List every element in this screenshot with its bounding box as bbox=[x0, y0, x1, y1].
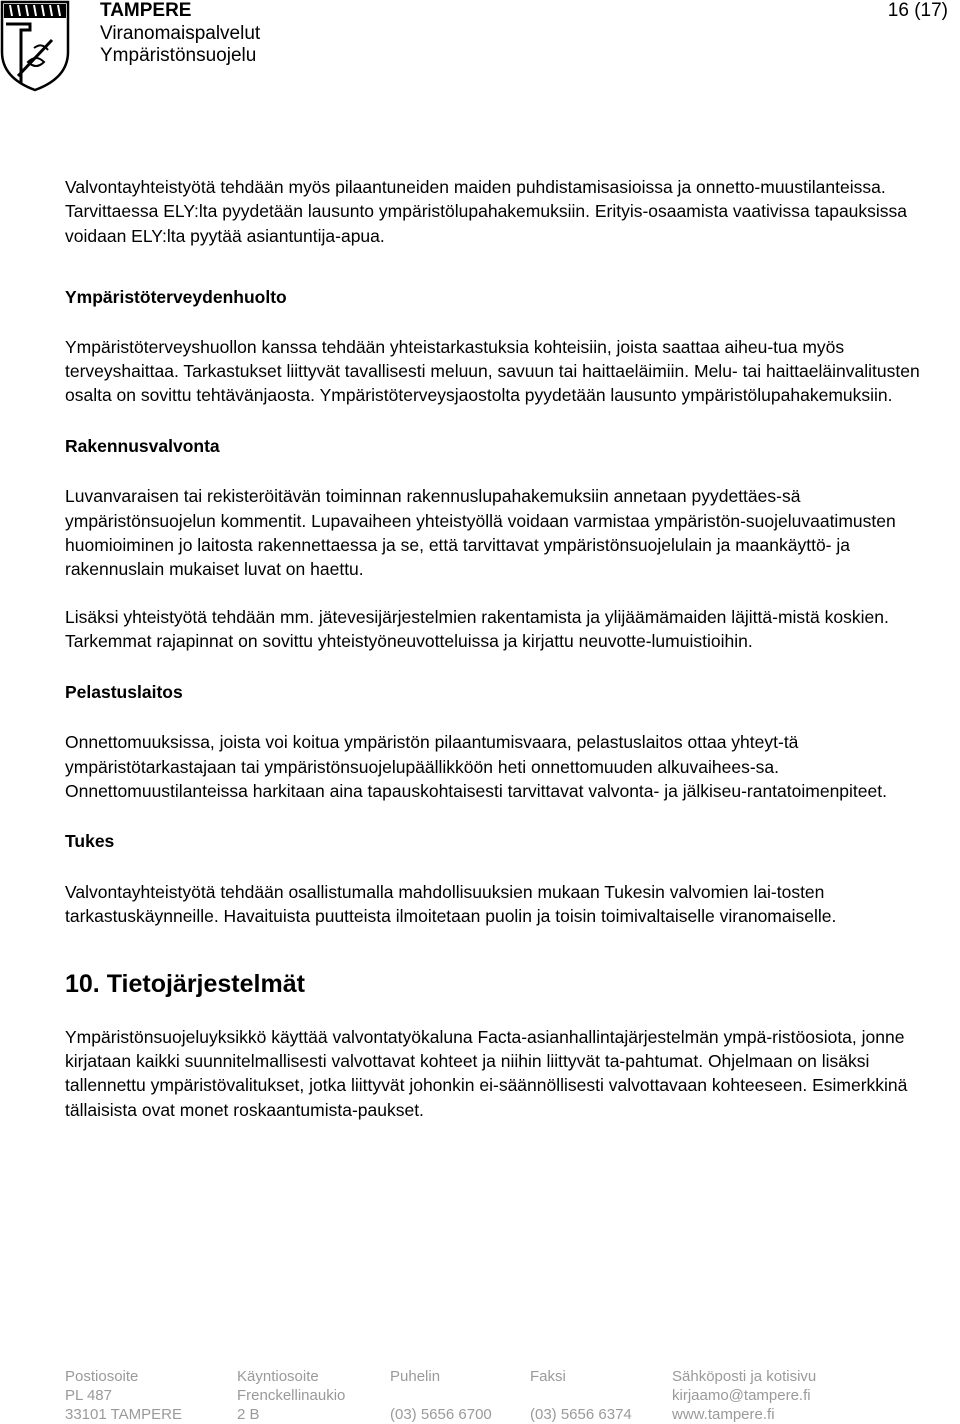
intro-paragraph: Valvontayhteistyötä tehdään myös pilaantuneiden maiden puhdistamisasioissa ja onnetto-muustilanteissa. Tarvittaessa ELY:lta pyydetään lausunto ympäristölupahakemuksiin. Erityis-osaamista vaativissa tapauksissa voidaan ELY:lta pyytää asiantuntija-apua. bbox=[65, 177, 908, 246]
chapter-paragraph: Ympäristönsuojeluyksikkö käyttää valvontatyökaluna Facta-asianhallintajärjestelmän ympä-ristöosiota, jonne kirjataan kaikki suunnitelmallisesti valvottavat kohteet ja niihin liittyvät ta-pahtumat. Ohjelmaan on lisäksi tallennettu ympäristövalitukset, jotka liittyvät johonkin ei-säännöllisesti valvottavaan kohteeseen. Esimerkkinä tällaisista ovat monet roskaantumista-paukset. bbox=[65, 1026, 908, 1120]
footer-label: Postiosoite bbox=[65, 1368, 139, 1385]
footer-label: Faksi bbox=[530, 1368, 566, 1385]
section-paragraph: Luvanvaraisen tai rekisteröitävän toiminnan rakennuslupahakemuksiin annetaan pyydettäes-sä ympäristönsuojelun kommentit. Lupavaiheen yhteistyöllä voidaan varmistaa ympäristön-suojeluvaatimusten huomioiminen jo laitosta rakennettaessa ja se, että tarvittavat ympäristönsuojelulain ja maankäyttö- ja rakennuslain mukaiset luvat on haettu. bbox=[65, 486, 896, 580]
footer-value: PL 487 bbox=[65, 1387, 112, 1404]
footer-value bbox=[390, 1386, 492, 1405]
footer-postal-address bbox=[65, 1367, 182, 1424]
section-heading-ymparistoterveydenhuolto: Ympäristöterveydenhuolto bbox=[65, 287, 287, 308]
footer-label: Käyntiosoite bbox=[237, 1368, 319, 1385]
document-body bbox=[65, 175, 945, 1122]
tampere-coat-of-arms-logo bbox=[0, 0, 70, 92]
footer-value: (03) 5656 6374 bbox=[530, 1406, 632, 1423]
page-footer bbox=[65, 1367, 945, 1423]
footer-fax bbox=[530, 1367, 632, 1424]
footer-value: 33101 TAMPERE bbox=[65, 1406, 183, 1423]
page-number: 16 (17) bbox=[887, 0, 948, 21]
footer-phone bbox=[390, 1367, 492, 1424]
section-paragraph: Lisäksi yhteistyötä tehdään mm. jätevesijärjestelmien rakentamista ja ylijäämämaiden läjittä-mistä koskien. Tarkemmat rajapinnat on sovittu yhteistyöneuvotteluissa ja kirjattu neuvotte-lumuistioihin. bbox=[65, 606, 889, 652]
footer-label: Puhelin bbox=[390, 1368, 441, 1385]
unit-name: Viranomaispalvelut bbox=[100, 22, 261, 44]
footer-email-link[interactable]: kirjaamo@tampere.fi bbox=[672, 1387, 811, 1404]
footer-value: Frenckellinaukio bbox=[237, 1387, 346, 1404]
section-heading-tukes: Tukes bbox=[65, 831, 115, 852]
section-heading-pelastuslaitos: Pelastuslaitos bbox=[65, 681, 183, 702]
section-paragraph: Onnettomuuksissa, joista voi koitua ympäristön pilaantumisvaara, pelastuslaitos ottaa yhteyt-tä ympäristötarkastajaan tai ympäristönsuojelupäällikköön heti onnettomuuden alkuvaihees-sa. Onnettomuustilanteissa harkitaan aina tapauskohtaisesti tarvittavat valvonta- ja jälkiseu-rantatoimenpiteet. bbox=[65, 732, 887, 801]
section-paragraph: Valvontayhteistyötä tehdään osallistumalla mahdollisuuksien mukaan Tukesin valvomien lai-tosten tarkastuskäynneille. Havaituista puutteista ilmoitetaan puolin ja toisin toimivaltaiselle viranomaiselle. bbox=[65, 881, 837, 927]
footer-visiting-address bbox=[237, 1367, 345, 1424]
letterhead bbox=[100, 0, 260, 68]
footer-email-web bbox=[672, 1367, 816, 1424]
footer-label: Sähköposti ja kotisivu bbox=[672, 1368, 817, 1385]
footer-value: 2 B bbox=[237, 1406, 260, 1423]
organization-name: TAMPERE bbox=[100, 0, 192, 21]
section-paragraph: Ympäristöterveyshuollon kanssa tehdään yhteistarkastuksia kohteisiin, joista saattaa aiheu-tua myös terveyshaittaa. Tarkastukset liittyvät tavallisesti meluun, savuun tai haittaeläimiin. Melu- tai haittaeläinvalitusten osalta on sovittu tehtävänjaosta. Ympäristöterveysjaostolta pyydetään lausunto ympäristölupahakemuksiin. bbox=[65, 336, 920, 406]
chapter-heading: 10. Tietojärjestelmät bbox=[65, 969, 305, 998]
footer-value bbox=[530, 1386, 632, 1405]
footer-website-link[interactable]: www.tampere.fi bbox=[672, 1406, 775, 1423]
subunit-name: Ympäristönsuojelu bbox=[100, 45, 257, 66]
footer-value: (03) 5656 6700 bbox=[390, 1406, 492, 1423]
section-heading-rakennusvalvonta: Rakennusvalvonta bbox=[65, 435, 220, 456]
